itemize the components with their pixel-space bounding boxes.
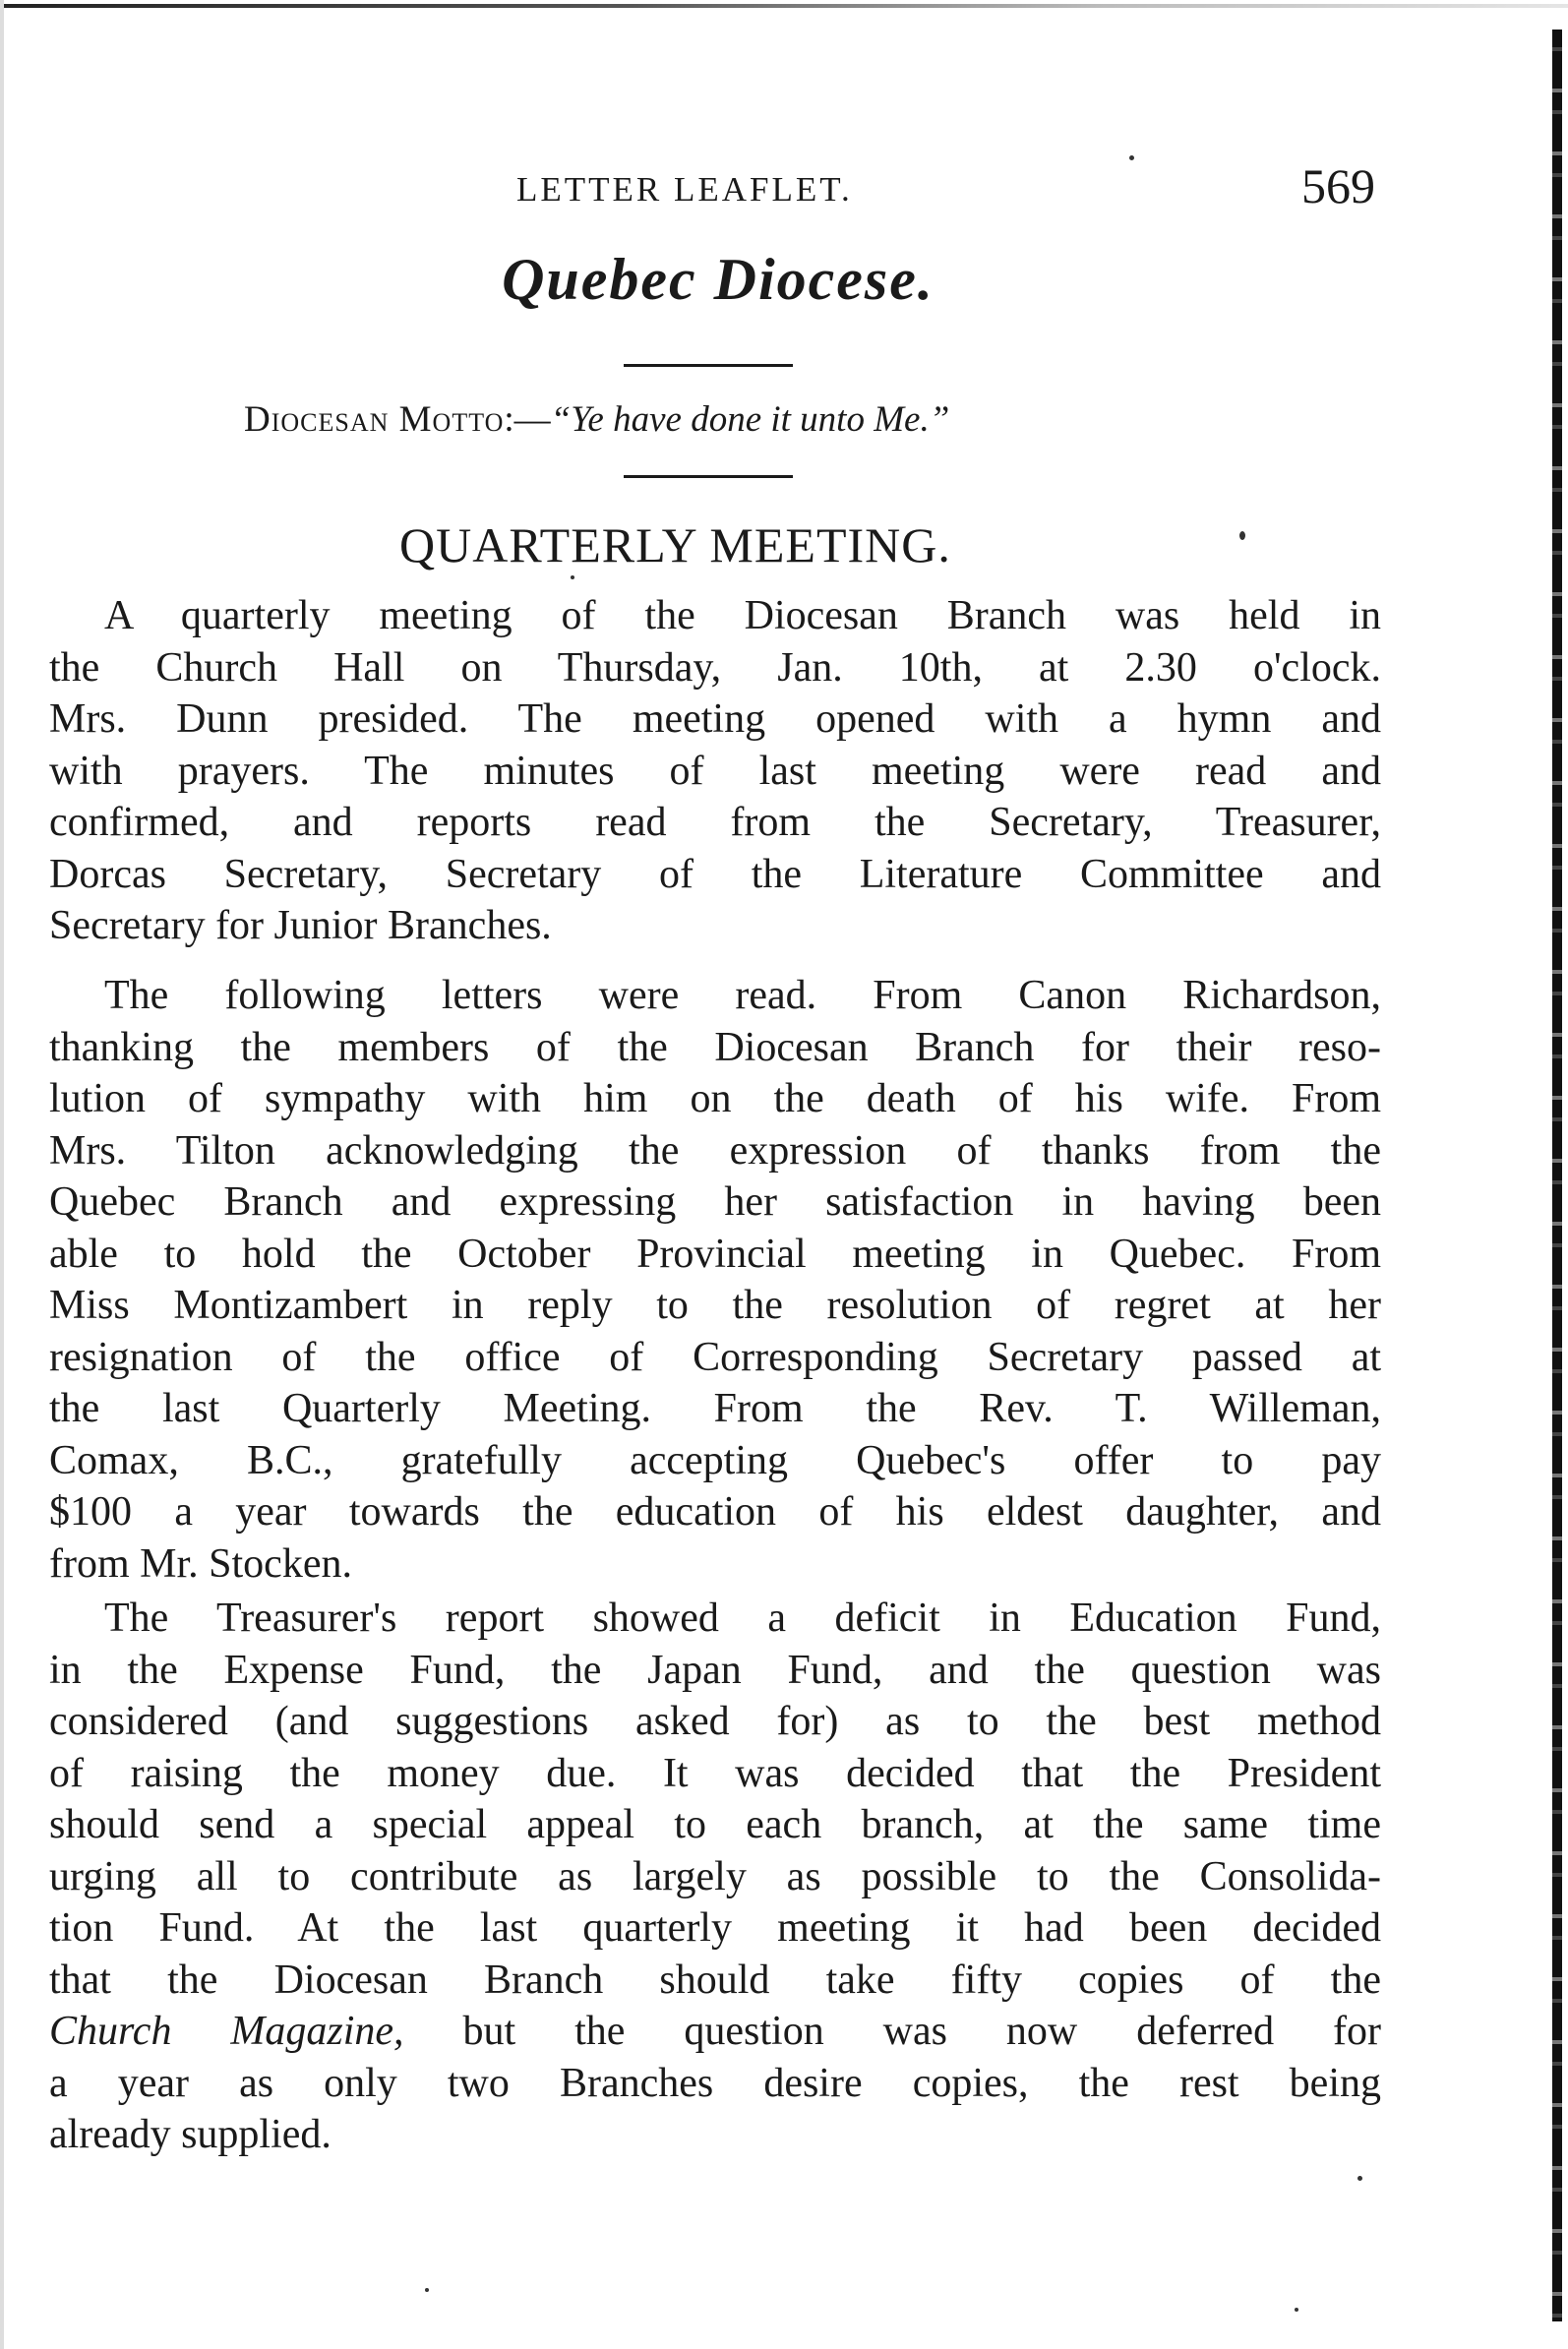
text-line: from Mr. Stocken. — [49, 1540, 352, 1587]
text-line: already supplied. — [49, 2112, 332, 2157]
title-divider — [624, 364, 793, 367]
motto-label: Diocesan Motto — [244, 399, 505, 440]
text-line-with-italic — [49, 2006, 1381, 2058]
paragraph-quarterly-meeting — [49, 590, 1381, 952]
text-line: the Church Hall on Thursday, Jan. 10th, at 2.30 o'clock. — [49, 644, 1381, 691]
text-line: lution of sympathy with him on the death of his wife. From — [49, 1076, 1381, 1121]
text-line: the last Quarterly Meeting. From the Rev. T. Willeman, — [49, 1386, 1381, 1431]
text-line: The Treasurer's report showed a deficit in Education Fund, — [104, 1596, 1381, 1641]
text-line: able to hold the October Provincial meeting in Quebec. From — [49, 1231, 1381, 1277]
motto-text: “Ye have done it unto Me.” — [550, 399, 950, 440]
diocese-title: Quebec Diocese. — [502, 247, 935, 312]
scan-speck — [1295, 2308, 1298, 2312]
text-line: $100 a year towards the education of his eldest daughter, and — [49, 1489, 1381, 1535]
text-line: Secretary for Junior Branches. — [49, 903, 552, 948]
paragraph-treasurer-report — [49, 1593, 1381, 2161]
section-heading: QUARTERLY MEETING. — [399, 517, 951, 572]
diocesan-motto — [244, 398, 949, 441]
right-page-edge — [1552, 30, 1562, 2321]
text-line: Dorcas Secretary, Secretary of the Literature Committee and — [49, 851, 1381, 897]
top-edge-rule — [0, 4, 1568, 8]
text-line: considered (and suggestions asked for) as to the best method — [49, 1699, 1381, 1744]
text-line: confirmed, and reports read from the Secretary, Treasurer, — [49, 800, 1381, 845]
paragraph-letters — [49, 970, 1381, 1590]
text-line: in the Expense Fund, the Japan Fund, and the question was — [49, 1647, 1381, 1693]
text-line: with prayers. The minutes of last meeting were read and — [49, 748, 1381, 794]
text-line: resignation of the office of Corresponding Secretary passed at — [49, 1334, 1381, 1380]
left-page-edge — [0, 0, 4, 2349]
scan-speck — [1239, 531, 1245, 540]
text-line: that the Diocesan Branch should take fifty copies of the — [49, 1957, 1381, 2003]
text-line: A quarterly meeting of the Diocesan Branch was held in — [104, 593, 1381, 638]
text-line: thanking the members of the Diocesan Branch for their reso- — [49, 1024, 1381, 1070]
page-number: 569 — [1301, 158, 1375, 213]
text-line: Comax, B.C., gratefully accepting Quebec's offer to pay — [49, 1437, 1381, 1483]
text-line: Mrs. Tilton acknowledging the expression of thanks from the — [49, 1127, 1381, 1174]
motto-dash: :— — [504, 399, 551, 440]
text-line: tion Fund. At the last quarterly meeting it had been decided — [49, 1905, 1381, 1951]
text-fragment: but the question was now deferred for — [403, 2009, 1381, 2054]
motto-divider — [624, 475, 793, 478]
scan-speck — [1357, 2176, 1362, 2181]
text-line: of raising the money due. It was decided that the President — [49, 1750, 1381, 1796]
text-line: urging all to contribute as largely as possible to the Consolida- — [49, 1853, 1381, 1899]
text-line: should send a special appeal to each branch, at the same time — [49, 1802, 1381, 1847]
scan-speck — [1129, 155, 1134, 160]
text-line: a year as only two Branches desire copies, the rest being — [49, 2060, 1381, 2106]
text-line: Mrs. Dunn presided. The meeting opened with a hymn and — [49, 696, 1381, 742]
running-head: LETTER LEAFLET. — [516, 170, 853, 209]
text-line: Miss Montizambert in reply to the resolution of regret at her — [49, 1283, 1381, 1328]
scan-speck — [571, 575, 574, 579]
text-line: Quebec Branch and expressing her satisfaction in having been — [49, 1179, 1381, 1225]
scan-speck — [425, 2288, 429, 2292]
text-line: The following letters were read. From Canon Richardson, — [104, 973, 1381, 1018]
magazine-title: Church Magazine, — [49, 2009, 404, 2054]
